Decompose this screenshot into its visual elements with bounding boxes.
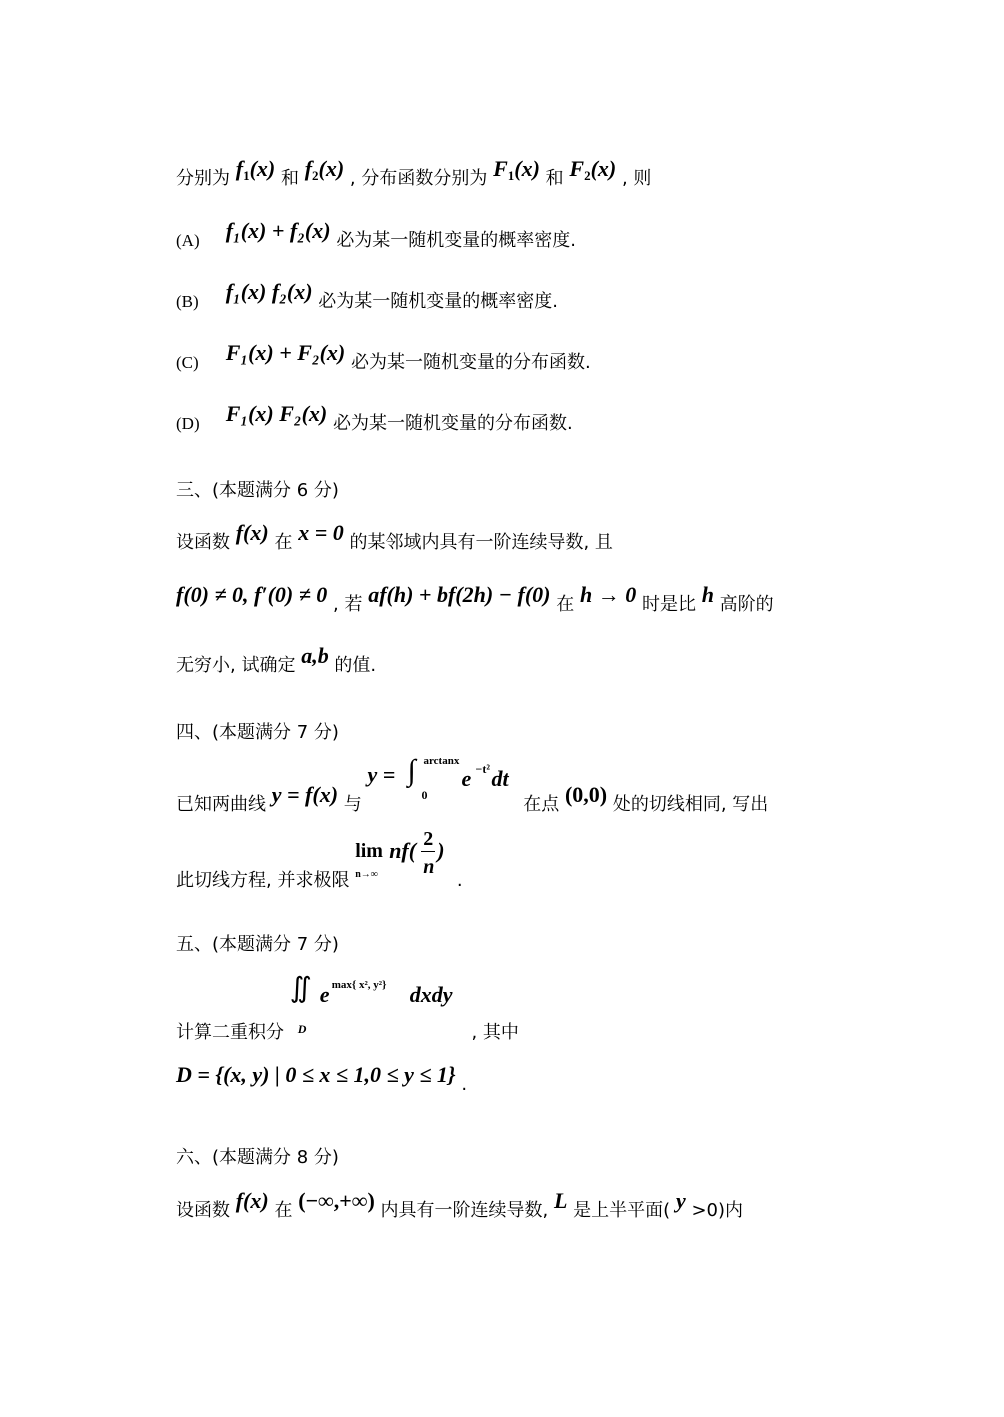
q3-line-3: 无穷小, 试确定 a,b 的值. <box>176 643 377 676</box>
q4-line-1: 已知两曲线 y = f(x) 与 y = ∫ arctanx 0 e −t² dt 在点 (0,0) 处的切线相同, 写出 <box>176 754 769 815</box>
option-expression: F₁(x) + F₂(x) <box>225 340 346 365</box>
math-f1: $f_1(x)$ <box>235 156 276 183</box>
math-L: L <box>553 1188 568 1213</box>
math-F1: $F_1(x)$ <box>493 156 540 183</box>
q3-line-1: 设函数 f(x) 在 x = 0 的某邻域内具有一阶连续导数, 且 <box>176 520 613 553</box>
option-d <box>176 401 573 437</box>
math-x-eq-0: x = 0 <box>298 520 344 545</box>
q3-line-2: f(0) ≠ 0, f′(0) ≠ 0 , 若 af(h) + bf(2h) − f(0) 在 h → 0 时是比 h 高阶的 <box>176 582 774 615</box>
math-interval: (−∞,+∞) <box>298 1188 375 1213</box>
math-conditions: f(0) ≠ 0, f′(0) ≠ 0 <box>176 582 328 607</box>
q4-heading: 四、(本题满分 7 分) <box>176 722 339 743</box>
option-label: (A) <box>176 231 200 250</box>
option-expression: f₁(x) f₂(x) <box>225 279 313 304</box>
math-integral: y = ∫ arctanx 0 e −t² dt <box>367 754 509 802</box>
option-a <box>176 218 577 254</box>
q2-density-line <box>176 156 652 197</box>
option-label: (D) <box>176 414 200 433</box>
math-h: h <box>701 582 714 607</box>
text: , 则 <box>621 168 652 189</box>
text: 和 <box>545 168 564 189</box>
math-point: (0,0) <box>564 782 608 807</box>
q3-heading: 三、(本题满分 6 分) <box>176 480 339 501</box>
math-region-d: D = {(x, y) | 0 ≤ x ≤ 1,0 ≤ y ≤ 1} <box>176 1062 456 1087</box>
q5-line-1: 计算二重积分 ∬ D e max{ x², y²} dxdy , 其中 <box>176 973 519 1043</box>
option-label: (C) <box>176 353 199 372</box>
math-fx: f(x) <box>235 1188 269 1213</box>
option-text: 必为某一随机变量的概率密度. <box>318 291 558 312</box>
option-expression: f₁(x) + f₂(x) <box>225 218 331 243</box>
math-a-b: a,b <box>301 643 329 668</box>
q6-heading: 六、(本题满分 8 分) <box>176 1147 339 1168</box>
math-double-integral: ∬ D e max{ x², y²} dxdy <box>289 973 453 1036</box>
option-text: 必为某一随机变量的分布函数. <box>332 413 573 434</box>
q5-heading: 五、(本题满分 7 分) <box>176 934 339 955</box>
math-y: y <box>675 1188 686 1213</box>
math-limit: lim n→∞ nf( 2 n ) <box>355 828 445 880</box>
option-b <box>176 279 558 315</box>
text: 和 <box>280 168 299 189</box>
q6-line-1: 设函数 f(x) 在 (−∞,+∞) 内具有一阶连续导数, L 是上半平面( y >0)内 <box>176 1188 743 1221</box>
option-text: 必为某一随机变量的概率密度. <box>336 230 577 251</box>
q5-line-2: D = {(x, y) | 0 ≤ x ≤ 1,0 ≤ y ≤ 1} . <box>176 1062 468 1095</box>
math-h-to-0: h → 0 <box>579 582 637 607</box>
math-F2: $F_2(x)$ <box>569 156 617 183</box>
math-y-fx: y = f(x) <box>271 782 339 807</box>
option-text: 必为某一随机变量的分布函数. <box>351 352 591 373</box>
math-fx: f(x) <box>235 520 269 545</box>
option-label: (B) <box>176 292 199 311</box>
option-c <box>176 340 591 376</box>
option-expression: F₁(x) F₂(x) <box>225 401 328 426</box>
math-expression: af(h) + bf(2h) − f(0) <box>368 582 551 607</box>
q4-line-2: 此切线方程, 并求极限 lim n→∞ nf( 2 n ) . <box>176 828 463 891</box>
text: , 分布函数分别为 <box>349 168 488 189</box>
math-f2: $f_2(x)$ <box>304 156 345 183</box>
text: 分别为 <box>176 168 230 189</box>
